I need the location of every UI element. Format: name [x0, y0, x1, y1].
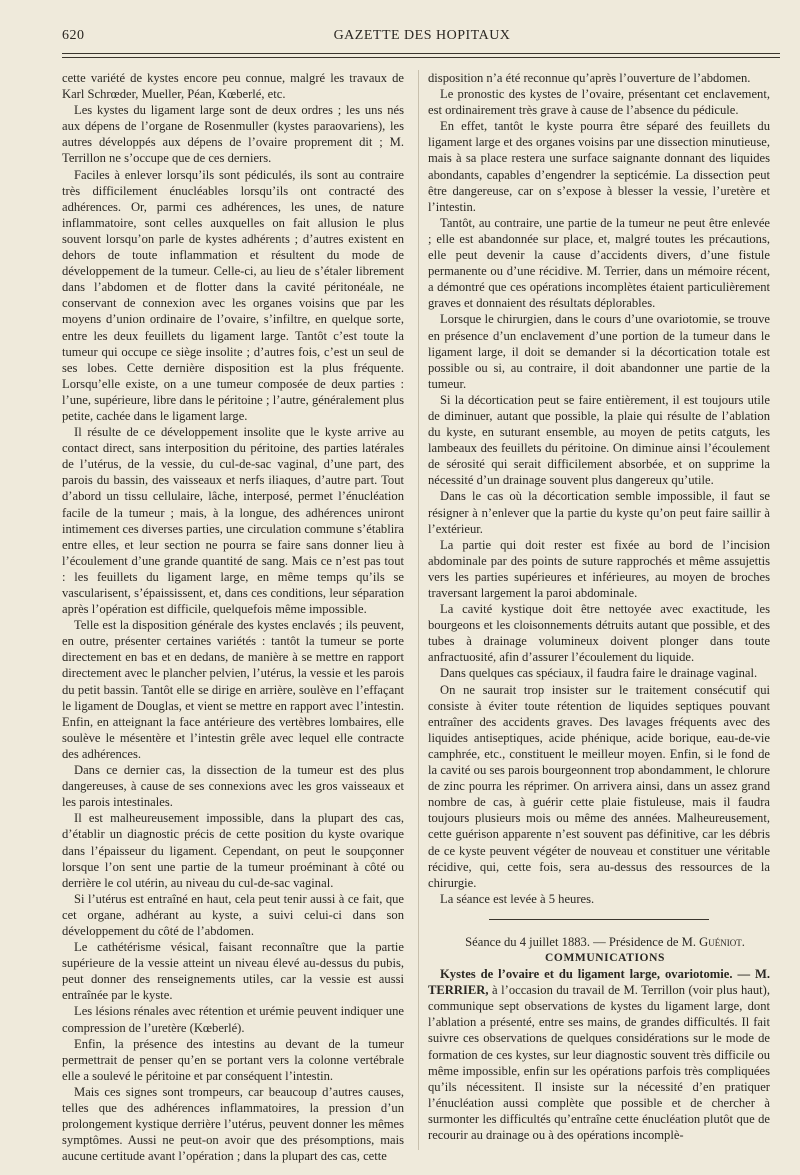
running-title: GAZETTE DES HOPITAUX [333, 28, 511, 43]
column-gutter [418, 70, 419, 1150]
paragraph: Si la décortication peut se faire entièrement, il est toujours utile de diminuer, autant que possible, la plaie qui résulte de l’ablation du kyste, en suturant ensemble, au moyen de petits catguts, les lambeaux des feuillets du péritoine. On diminue ainsi l’écoulement de sérosité qui serait difficilement absorbée, et on supprime la nécessité d’un drainage souvent plus dangereux qu’utile. [428, 392, 770, 488]
paragraph: Lorsque le chirurgien, dans le cours d’une ovariotomie, se trouve en présence d’un enclavement d’une portion de la tumeur dans le ligament large, il doit se demander si la décortication totale est possible ou si, au contraire, il doit abandonner une partie de la tumeur. [428, 312, 770, 391]
paragraph: La partie qui doit rester est fixée au bord de l’incision abdominale par des points de suture rapprochés et même assujettis vers les parties supérieures et inférieures, au moyen de broches traversant largement la paroi abdominale. [428, 537, 770, 600]
paragraph: Dans le cas où la décortication semble impossible, il faut se résigner à n’enlever que la partie du kyste qu’on peut faire saillir à l’extérieur. [428, 489, 770, 536]
paragraph: disposition n’a été reconnue qu’après l’ouverture de l’abdomen. [428, 71, 751, 85]
paragraph: Le cathétérisme vésical, faisant reconnaître que la partie supérieure de la vessie atteint un niveau élevé au-dessus du pubis, peut donner des renseignements utiles, car la vessie est aussi entraînée par le kyste. [62, 940, 404, 1003]
paragraph: Telle est la disposition générale des kystes enclavés ; ils peuvent, en outre, présenter certaines variétés : tantôt la tumeur se porte directement en bas et en dedans, de manière à se mettre en rapport directement avec le plancher pelvien, l’utérus, la vessie et les parois du petit bassin. Tantôt elle se dirige en arrière, soulève en l’effaçant le ligament de Douglas, et vient se mettre en rapport avec l’intestin. Enfin, en atteignant la face antérieure des vertèbres lombaires, elle soulève le mésentère et l’intestin grêle avec lequel elle contracte des adhérences. [62, 618, 404, 761]
paragraph: Le pronostic des kystes de l’ovaire, présentant cet enclavement, est ordinairement très grave à cause de l’absence du pédicule. [428, 87, 770, 118]
right-column [428, 70, 770, 1143]
page-number: 620 [62, 28, 85, 43]
paragraph: Il est malheureusement impossible, dans la plupart des cas, d’établir un diagnostic précis de cette position du kyste ovarique dans l’épaisseur du ligament. Cependant, on peut le soupçonner lorsque l’on sent une partie de la tumeur proéminant à côté ou derrière le col utérin, au niveau du cul-de-sac vaginal. [62, 811, 404, 890]
paragraph: Dans ce dernier cas, la dissection de la tumeur est des plus dangereuses, à cause de ses connexions avec les gros vaisseaux et les parois intestinales. [62, 763, 404, 810]
paragraph: Les kystes du ligament large sont de deux ordres ; les uns nés aux dépens de l’organe de Rosenmuller (kystes paraovariens), les autres développés aux dépens de l’ovaire proprement dit ; M. Terrillon ne s’occupe que de ces derniers. [62, 103, 404, 166]
paragraph: On ne saurait trop insister sur le traitement consécutif qui consiste à éviter toute rétention de liquides septiques pouvant entraîner des accidents graves. Des lavages fréquents avec des liquides antiseptiques, acide phénique, acide borique, eau-de-vie camphrée, etc., constituent le meilleur moyen. Enfin, si le fond de la cavité ou ses parois bourgeonnent trop abondamment, le chlorure de zinc pourra les réprimer. On arrivera ainsi, dans un assez grand nombre de cas, à guérir cette plaie fistuleuse, mais il faudra toujours plusieurs mois ou même des années. Malheureusement, cette guérison apparente n’est souvent pas définitive, car les débris de ce kyste peuvent végéter de nouveau et constituer une véritable récidive, qui, cette fois, sera au-dessus des ressources de la chirurgie. [428, 682, 770, 890]
article-author: — M. TERRIER, [428, 967, 771, 998]
paragraph: Tantôt, au contraire, une partie de la tumeur ne peut être enlevée ; elle est abandonnée sur place, et, malgré toutes les précautions, elle peut devenir la cause d’accidents divers, d’une fistule permanente ou d’une récidive. M. Terrier, dans un mémoire récent, a démontré que ces opérations incomplètes étaient particulièrement graves et donnaient des résultats déplorables. [428, 215, 770, 311]
paragraph: Il résulte de ce développement insolite que le kyste arrive au contact direct, sans interposition du péritoine, des parties latérales de l’utérus, de la vessie, du cul-de-sac vaginal, d’une part, des parois du bassin, des vaisseaux et nerfs iliaques, d’autre part. Tout d’abord un tissu cellulaire, lâche, interposé, permet l’énucléation facile de la tumeur ; mais, à la longue, des adhérences uniront intimement ces diverses parties, une circulation commune s’établira entre elles, et leur section ne pourra se faire sans donner lieu à l’écoulement d’une grande quantité de sang. Mais ce n’est pas tout : les feuillets du ligament large, en même temps qu’ils se vascularisent, s’épaississent, et, dans ces conditions, leur séparation après l’opération est difficile, quelquefois même impossible. [62, 425, 405, 617]
header-rule-bottom [62, 57, 780, 58]
session-heading [428, 934, 770, 950]
session-closing: La séance est levée à 5 heures. [440, 891, 595, 906]
paragraph: Enfin, la présence des intestins au devant de la tumeur permettrait de penser qu’en se portant vers la colonne vertébrale elle a soulevé le péritoine et par conséquent l’intestin. [62, 1036, 404, 1083]
header-rule-top [62, 53, 780, 54]
paragraph: Dans quelques cas spéciaux, il faudra faire le drainage vaginal. [440, 666, 758, 681]
page-header [62, 28, 782, 48]
paragraph: Si l’utérus est entraîné en haut, cela peut tenir aussi à ce fait, que cet organe, adhérant au kyste, a suivi celui-ci dans son développement du côté de l’abdomen. [62, 891, 404, 938]
paragraph: Mais ces signes sont trompeurs, car beaucoup d’autres causes, telles que des adhérences inflammatoires, la pression d’un prolongement kystique derrière l’utérus, peuvent donner les mêmes symptômes. Aussi ne peut-on avoir que des présomptions, mais aucune certitude avant l’opération ; dans la plupart des cas, cette [62, 1084, 404, 1164]
article-paragraph [428, 966, 770, 1143]
president-name: Guéniot. [699, 934, 745, 949]
article-text: à l’occasion du travail de M. Terrillon (voir plus haut), communique sept observations de kystes du ligament large, dont l’ablation a présenté, entre ses mains, de grandes difficultés. Il fait suivre ces observations de quelques considérations sur le mode de formation de ces kystes, sur leur diagnostic souvent très difficile ou même impossible, enfin sur les opérations parfois très compliquées qu’ils nécessitent. Il insiste sur la nécessité d’en pratiquer l’énucléation aussi complète que possible et de chercher à surmonter les difficultés qu’entraîne cette énucléation plutôt que de recourir au drainage ou à des opérations incomplè- [428, 983, 770, 1142]
communications-heading: COMMUNICATIONS [545, 951, 665, 964]
left-column [62, 70, 404, 1164]
paragraph: cette variété de kystes encore peu connue, malgré les travaux de Karl Schrœder, Mueller, Péan, Kœberlé, etc. [62, 71, 404, 102]
article-title: Kystes de l’ovaire et du ligament large, ovariotomie. [440, 967, 733, 982]
paragraph: Faciles à enlever lorsqu’ils sont pédiculés, ils sont au contraire très difficilement énucléables lorsqu’ils ont contracté des adhérences. Or, parmi ces adhérences, les unes, de nature inflammatoire, sont celles auxquelles on fait allusion le plus souvent lorsqu’on parle de kystes adhérents ; d’autres existent en dehors de toute inflammation et résultent du mode de développement de la tumeur. Celle-ci, au lieu de s’étaler librement dans l’abdomen et de flotter dans la cavité péritonéale, ne conservant de connexion avec les organes voisins que par les moyens d’union ordinaire de l’ovaire, s’infiltre, en quelque sorte, entre les deux feuillets du ligament large. Tantôt c’est toute la tumeur qui occupe ce siège insolite ; d’autres fois, c’est un seul de ses lobes. Cette dernière disposition est la plus fréquente. Lorsqu’elle existe, on a une tumeur composée de deux parties : l’une, supérieure, libre dans le péritoine ; l’autre, généralement plus petite, cachée dans le ligament large. [62, 167, 404, 423]
session-date-text: Séance du 4 juillet 1883. — Présidence de M. [465, 934, 700, 949]
section-divider [489, 919, 709, 920]
paragraph: En effet, tantôt le kyste pourra être séparé des feuillets du ligament large et des organes voisins par une dissection minutieuse, mais à sa place restera une surface saignante donnant des liquides abondants, capables d’engendrer la septicémie. La dissection peut être dangereuse, car on s’expose à blesser la vessie, l’uretère et l’intestin. [428, 119, 770, 214]
paragraph: La cavité kystique doit être nettoyée avec exactitude, les bourgeons et les cloisonnements détruits autant que possible, et des tubes à drainage volumineux doivent plonger dans toute anfractuosité, afin d’assurer l’écoulement du liquide. [428, 602, 770, 665]
paragraph: Les lésions rénales avec rétention et urémie peuvent indiquer une compression de l’uretère (Kœberlé). [62, 1004, 404, 1035]
